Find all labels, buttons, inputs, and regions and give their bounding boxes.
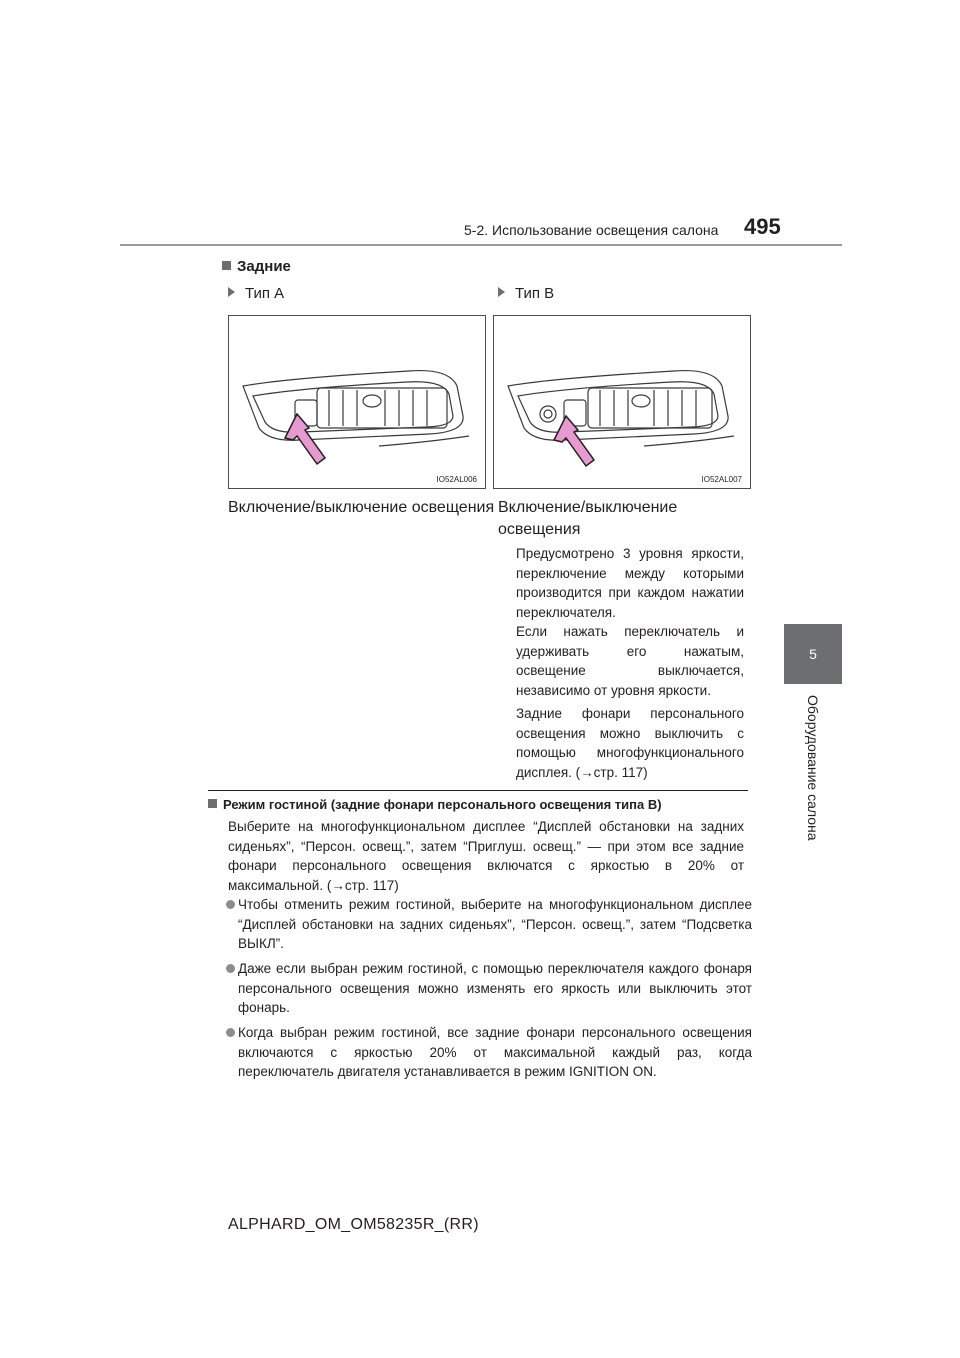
round-bullet-icon <box>226 900 235 909</box>
guest-mode-intro: Выберите на многофункциональном дисплее “Дисплей обстановки на задних сиденьях”, “Персон. освещ.”, затем “Приглуш. освещ.” — при этом все задние фонари персонального освещения включатся с яркостью в 20% от максимальной. (→стр. 117) <box>228 819 744 893</box>
type-b-label-text: Тип B <box>515 285 555 302</box>
chapter-tab <box>784 624 842 684</box>
guest-mode-heading <box>208 797 662 812</box>
figure-type-a <box>228 315 486 489</box>
caption-type-b-line2: освещения <box>498 521 581 538</box>
triangle-bullet-icon <box>228 287 235 297</box>
figure-code: IO52AL006 <box>436 475 477 484</box>
triangle-bullet-icon <box>498 287 505 297</box>
bullet-item: Чтобы отменить режим гостиной, выберите на многофункциональном дисплее “Дисплей обстановки на задних сиденьях”, “Персон. освещ.”, затем “Подсветка ВЫКЛ”. <box>222 895 752 954</box>
type-b-note-brightness: Предусмотрено 3 уровня яркости, переключение между которыми производится при каждом нажатии переключателя. <box>516 546 744 620</box>
page-number: 495 <box>744 214 781 239</box>
round-bullet-icon <box>226 964 235 973</box>
section-title: 5-2. Использование освещения салона <box>464 222 719 238</box>
header-divider <box>120 244 842 246</box>
chapter-title-vertical <box>748 695 878 855</box>
caption-type-a: Включение/выключение освещения <box>228 499 495 516</box>
figure-code: IO52AL007 <box>701 475 742 484</box>
document-code: ALPHARD_OM_OM58235R_(RR) <box>228 1216 479 1233</box>
round-bullet-icon <box>226 1028 235 1037</box>
square-bullet-icon <box>222 261 231 270</box>
lamp-switch-illustration <box>494 316 750 488</box>
section-divider <box>208 790 748 791</box>
type-a-label <box>228 285 284 302</box>
type-b-label <box>498 285 554 302</box>
section-heading-text: Задние <box>237 258 291 275</box>
section-heading-rear <box>222 258 291 275</box>
figure-type-b <box>493 315 751 489</box>
type-b-note-hold: Если нажать переключатель и удерживать его нажатым, освещение выключается, независимо от уровня яркости. <box>516 624 744 698</box>
caption-type-b-line1: Включение/выключение <box>498 499 678 516</box>
chapter-number: 5 <box>809 646 817 662</box>
bullet-item: Даже если выбран режим гостиной, с помощью переключателя каждого фонаря персонального освещения можно изменять его яркость или выключить этот фонарь. <box>222 959 752 1018</box>
square-bullet-icon <box>208 799 217 808</box>
type-b-note-display: Задние фонари персонального освещения можно выключить с помощью многофункционального дисплея. (→стр. 117) <box>516 706 744 780</box>
lamp-switch-illustration <box>229 316 485 488</box>
bullet-item: Когда выбран режим гостиной, все задние фонари персонального освещения включаются с яркостью 20% от максимальной каждый раз, когда переключатель двигателя устанавливается в режим IGNITION ON. <box>222 1023 752 1082</box>
guest-mode-heading-text: Режим гостиной (задние фонари персонального освещения типа B) <box>223 797 662 812</box>
type-a-label-text: Тип A <box>245 285 285 302</box>
chapter-title: Оборудование салона <box>805 695 821 841</box>
